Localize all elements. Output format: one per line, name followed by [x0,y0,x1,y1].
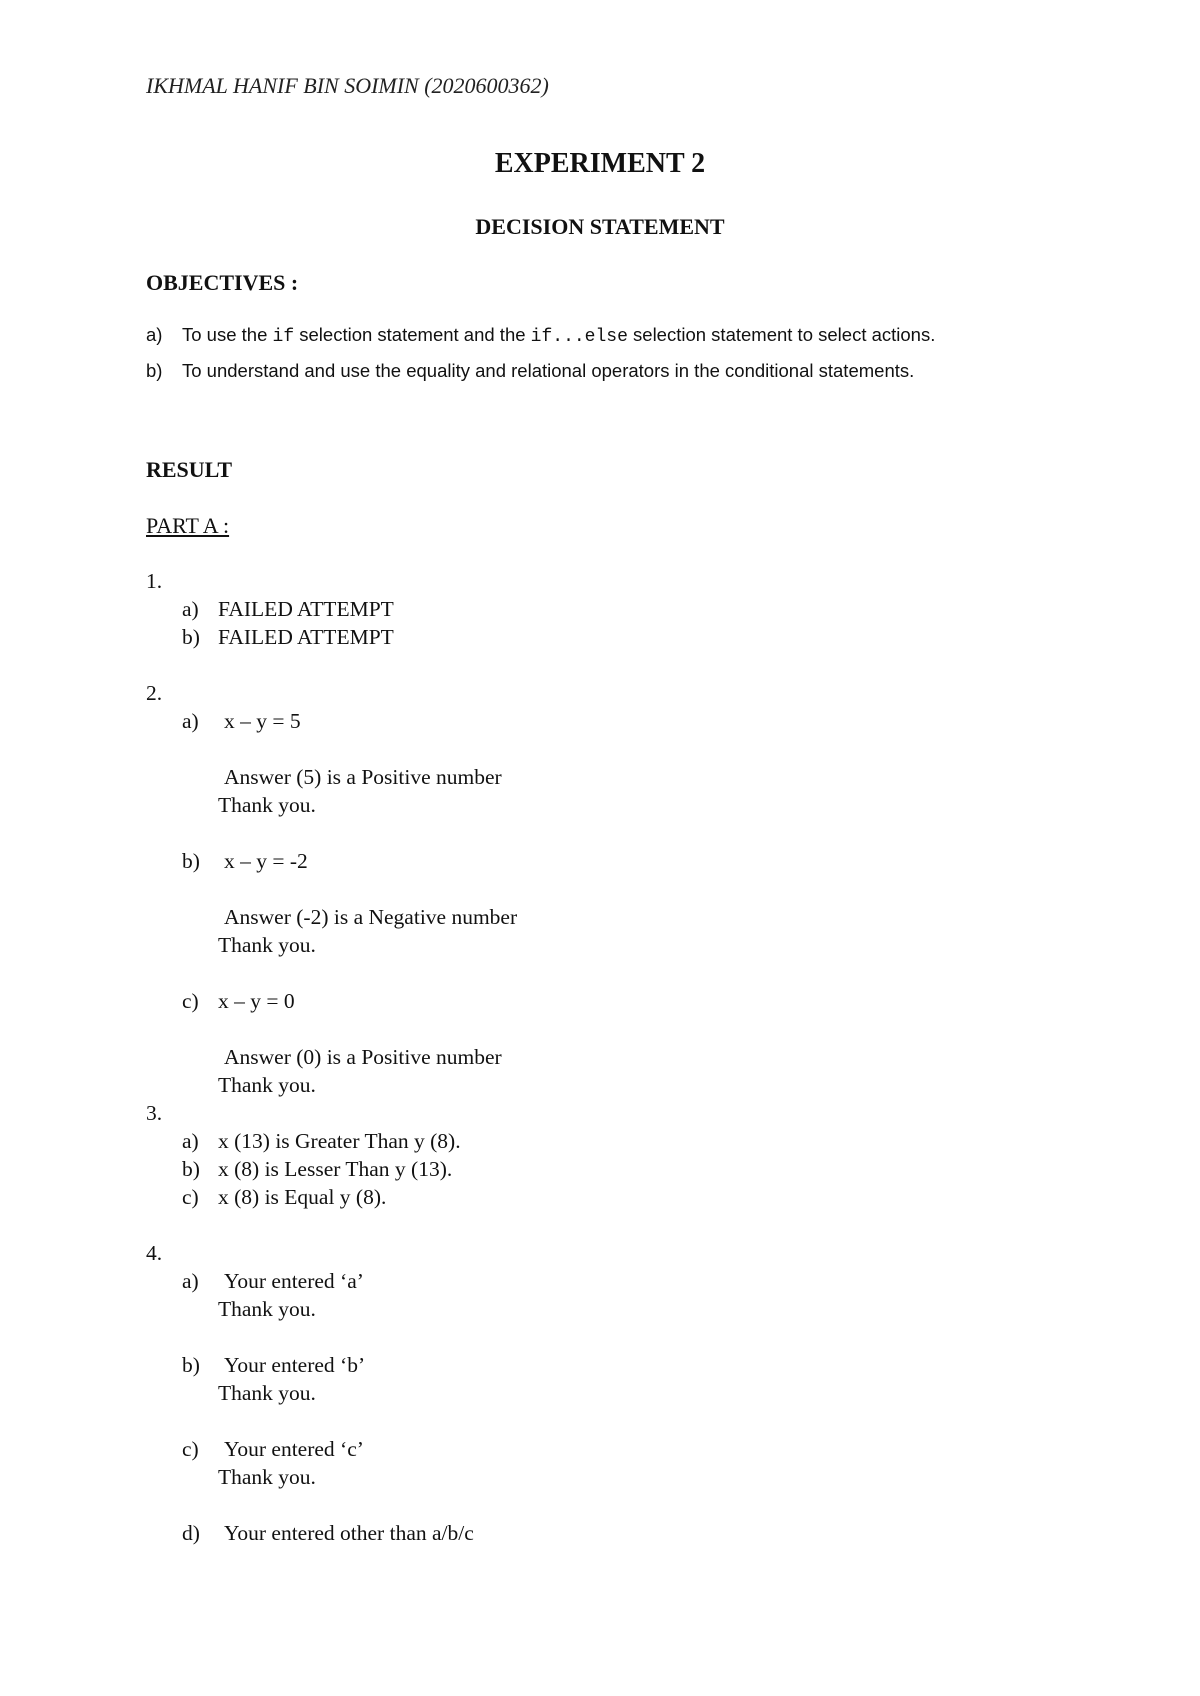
q2-number: 2. [146,681,163,705]
result-heading: RESULT [146,457,233,482]
q4-c-text: Your entered ‘c’ [224,1437,364,1461]
q3-a-text: x (13) is Greater Than y (8). [218,1129,461,1153]
q4-a-text: Your entered ‘a’ [224,1269,364,1293]
q2-a-thanks: Thank you. [218,793,316,817]
q4-d-text: Your entered other than a/b/c [224,1521,474,1545]
q2-c-label: c) [182,989,199,1013]
objective-b-text: To understand and use the equality and relational operators in the conditional statements. [182,360,915,381]
q1-b-text: FAILED ATTEMPT [218,625,394,649]
q1-number: 1. [146,569,163,593]
q1-a-label: a) [182,597,199,621]
q3-c-label: c) [182,1185,199,1209]
objective-a-code-ifelse: if...else [530,327,628,347]
q2-b-equation: x – y = -2 [224,849,308,873]
q3-b-text: x (8) is Lesser Than y (13). [218,1157,453,1181]
objective-a-text-3: selection statement to select actions. [627,324,936,345]
q2-c-equation: x – y = 0 [218,989,295,1013]
page-title: EXPERIMENT 2 [494,148,706,179]
q4-b-text: Your entered ‘b’ [224,1353,366,1377]
objective-a-text-2: selection statement and the [294,324,531,345]
q4-c-label: c) [182,1437,199,1461]
q2-c-answer: Answer (0) is a Positive number [224,1045,502,1069]
q2-b-thanks: Thank you. [218,933,316,957]
objective-a-text-1: To use the [182,324,273,345]
q4-a-thanks: Thank you. [218,1297,316,1321]
q2-b-label: b) [182,849,200,873]
q2-a-label: a) [182,709,199,733]
q2-a-equation: x – y = 5 [224,709,301,733]
q4-c-thanks: Thank you. [218,1465,316,1489]
q4-b-label: b) [182,1353,200,1377]
objective-b-label: b) [146,360,163,381]
objective-a [146,326,935,346]
q4-b-thanks: Thank you. [218,1381,316,1405]
page-subtitle: DECISION STATEMENT [475,214,725,239]
q3-c-text: x (8) is Equal y (8). [218,1185,387,1209]
objective-a-label: a) [146,324,163,345]
q2-b-answer: Answer (-2) is a Negative number [224,905,518,929]
q4-number: 4. [146,1241,163,1265]
objectives-heading: OBJECTIVES : [146,270,299,295]
objective-b [146,362,914,381]
q3-b-label: b) [182,1157,200,1181]
q1-a-text: FAILED ATTEMPT [218,597,394,621]
part-a-heading: PART A : [146,513,230,538]
q4-a-label: a) [182,1269,199,1293]
q3-number: 3. [146,1101,163,1125]
q1-b-label: b) [182,625,200,649]
q2-a-answer: Answer (5) is a Positive number [224,765,502,789]
q2-c-thanks: Thank you. [218,1073,316,1097]
q3-a-label: a) [182,1129,199,1153]
author-header: IKHMAL HANIF BIN SOIMIN (2020600362) [146,73,549,98]
q4-d-label: d) [182,1521,200,1545]
objective-a-code-if: if [272,327,295,347]
